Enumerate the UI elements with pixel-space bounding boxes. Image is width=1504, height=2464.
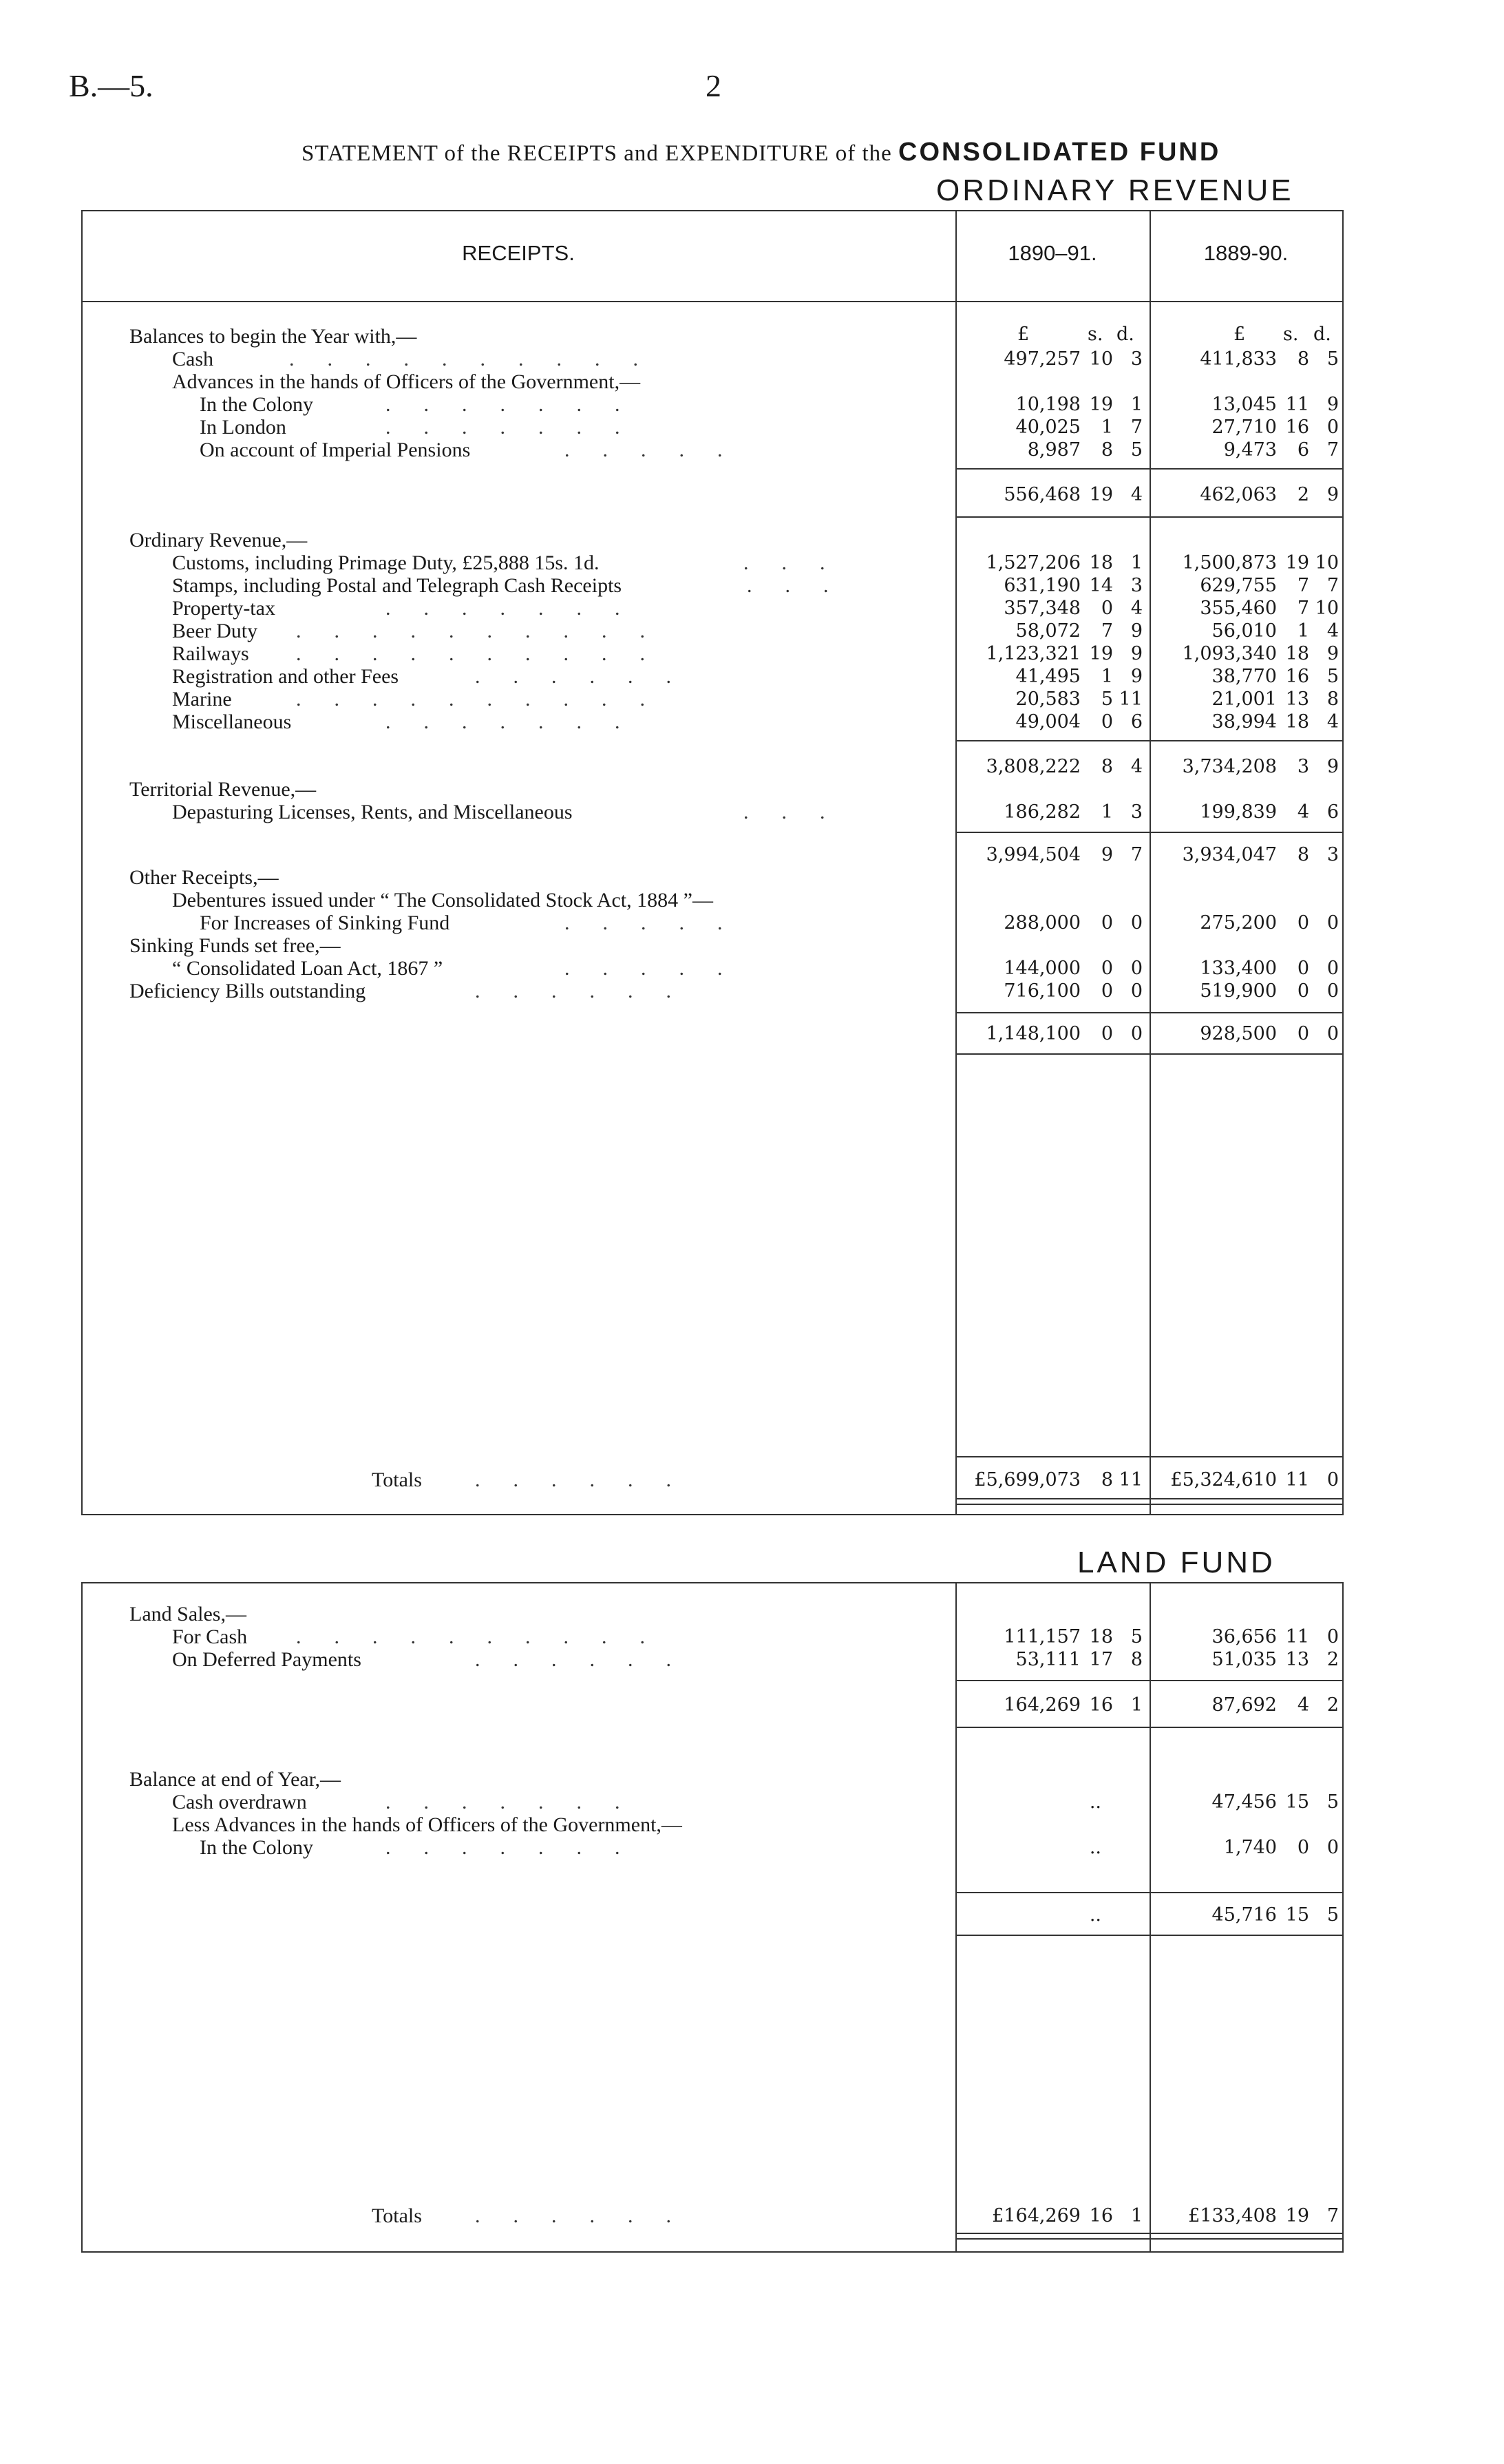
table-row: Cash overdrawn ....... .. 47,456 15 5 xyxy=(172,1791,1339,1813)
header-rule xyxy=(81,301,1342,302)
table-row: Customs, including Primage Duty, £25,888 15s. 1d. ... 1,527,206 18 1 1,500,873 19 10 xyxy=(172,551,1339,574)
table-row: Marine .......... 20,583 5 11 21,001 13 8 xyxy=(172,688,1339,710)
table-row: Beer Duty .......... 58,072 7 9 56,010 1 4 xyxy=(172,620,1339,642)
table-row: Registration and other Fees ...... 41,495 1 9 38,770 16 5 xyxy=(172,665,1339,688)
land-fund-title: LAND FUND xyxy=(1077,1546,1275,1579)
totals-row: Totals ...... £5,699,073 8 11 £5,324,610 11 0 xyxy=(372,1468,1339,1491)
statement-title xyxy=(301,138,1220,167)
pence-header: d. xyxy=(1116,324,1134,345)
section-heading: Land Sales,— xyxy=(129,1603,246,1625)
subtotal-row: 164,269 16 1 87,692 4 2 xyxy=(1004,1694,1339,1716)
section-heading: Less Advances in the hands of Officers of the Government,— xyxy=(172,1813,682,1836)
subtotal-row: 556,468 19 4 462,063 2 9 xyxy=(1004,484,1339,505)
table-row: Property-tax ....... 357,348 0 4 355,460 7 10 xyxy=(172,597,1339,620)
table-row: In the Colony ....... 10,198 19 1 13,045 11 9 xyxy=(200,393,1339,416)
section-heading: Territorial Revenue,— xyxy=(129,778,317,801)
totals-double-rule xyxy=(955,2233,1342,2234)
table-row: “ Consolidated Loan Act, 1867 ” ..... 144,000 0 0 133,400 0 0 xyxy=(172,957,1339,980)
subtotal-rule xyxy=(955,468,1342,470)
section-heading: Balance at end of Year,— xyxy=(129,1768,341,1791)
table-row: On account of Imperial Pensions ..... 8,987 8 5 9,473 6 7 xyxy=(200,439,1339,461)
table-row: For Increases of Sinking Fund ..... 288,000 0 0 275,200 0 0 xyxy=(200,912,1339,934)
year-1889-90-header: 1889-90. xyxy=(1203,241,1289,265)
subtotal-rule xyxy=(955,1012,1342,1013)
totals-double-rule xyxy=(955,1504,1342,1505)
subtotal-row: 3,808,222 8 4 3,734,208 3 9 xyxy=(986,756,1339,777)
shilling-header: s. xyxy=(1088,324,1103,345)
subtotal-rule xyxy=(955,516,1342,518)
title-bold: CONSOLIDATED FUND xyxy=(898,138,1221,167)
table-row: In the Colony ....... .. 1,740 0 0 xyxy=(200,1836,1339,1859)
section-heading: Other Receipts,— xyxy=(129,866,279,889)
shilling-header: s. xyxy=(1283,324,1299,345)
subtotal-rule xyxy=(955,1935,1342,1936)
table-row: Depasturing Licenses, Rents, and Miscellaneous ... 186,282 1 3 199,839 4 6 xyxy=(172,801,1339,823)
table-row: Deficiency Bills outstanding ...... 716,100 0 0 519,900 0 0 xyxy=(129,980,1339,1002)
section-heading: Balances to begin the Year with,— xyxy=(129,325,417,348)
section-heading: Ordinary Revenue,— xyxy=(129,529,308,551)
subtotal-rule xyxy=(955,1727,1342,1728)
section-heading: Advances in the hands of Officers of the Government,— xyxy=(172,370,641,393)
subtotal-rule xyxy=(955,832,1342,833)
subtotal-row: .. 45,716 15 5 xyxy=(1089,1904,1339,1926)
table-row: Miscellaneous ....... 49,004 0 6 38,994 18 4 xyxy=(172,710,1339,733)
table-row: For Cash .......... 111,157 18 5 36,656 11 0 xyxy=(172,1625,1339,1648)
table-row: In London ....... 40,025 1 7 27,710 16 0 xyxy=(200,416,1339,439)
table-row: Railways .......... 1,123,321 19 9 1,093,340 18 9 xyxy=(172,642,1339,665)
totals-double-rule xyxy=(955,2238,1342,2240)
table-row: Stamps, including Postal and Telegraph Cash Receipts ... 631,190 14 3 629,755 7 7 xyxy=(172,574,1339,597)
subtotal-rule xyxy=(955,1892,1342,1893)
pound-header: £ xyxy=(1233,324,1246,345)
subtotal-row: 1,148,100 0 0 928,500 0 0 xyxy=(986,1023,1339,1044)
year-1890-91-header: 1890–91. xyxy=(1008,241,1097,265)
table-row: On Deferred Payments ...... 53,111 17 8 51,035 13 2 xyxy=(172,1648,1339,1671)
title-lead: STATEMENT of the RECEIPTS and EXPENDITURE of the xyxy=(301,141,892,166)
pound-header: £ xyxy=(1017,324,1030,345)
document-reference: B.—5. xyxy=(69,68,153,103)
subtotal-rule xyxy=(955,1680,1342,1681)
pence-header: d. xyxy=(1313,324,1331,345)
subtotal-rule xyxy=(955,740,1342,741)
table-row: Cash .......... 497,257 10 3 411,833 8 5 xyxy=(172,348,1339,370)
totals-row: Totals ...... £164,269 16 1 £133,408 19 7 xyxy=(372,2204,1339,2227)
section-heading: Debentures issued under “ The Consolidated Stock Act, 1884 ”— xyxy=(172,889,713,912)
subtotal-row: 3,994,504 9 7 3,934,047 8 3 xyxy=(986,844,1339,865)
receipts-column-header: RECEIPTS. xyxy=(462,241,575,265)
ordinary-revenue-title: ORDINARY REVENUE xyxy=(936,173,1294,207)
totals-double-rule xyxy=(955,1498,1342,1499)
subtotal-rule xyxy=(955,1053,1342,1055)
page-number: 2 xyxy=(706,68,721,103)
totals-rule xyxy=(955,1456,1342,1457)
section-heading: Sinking Funds set free,— xyxy=(129,934,341,957)
